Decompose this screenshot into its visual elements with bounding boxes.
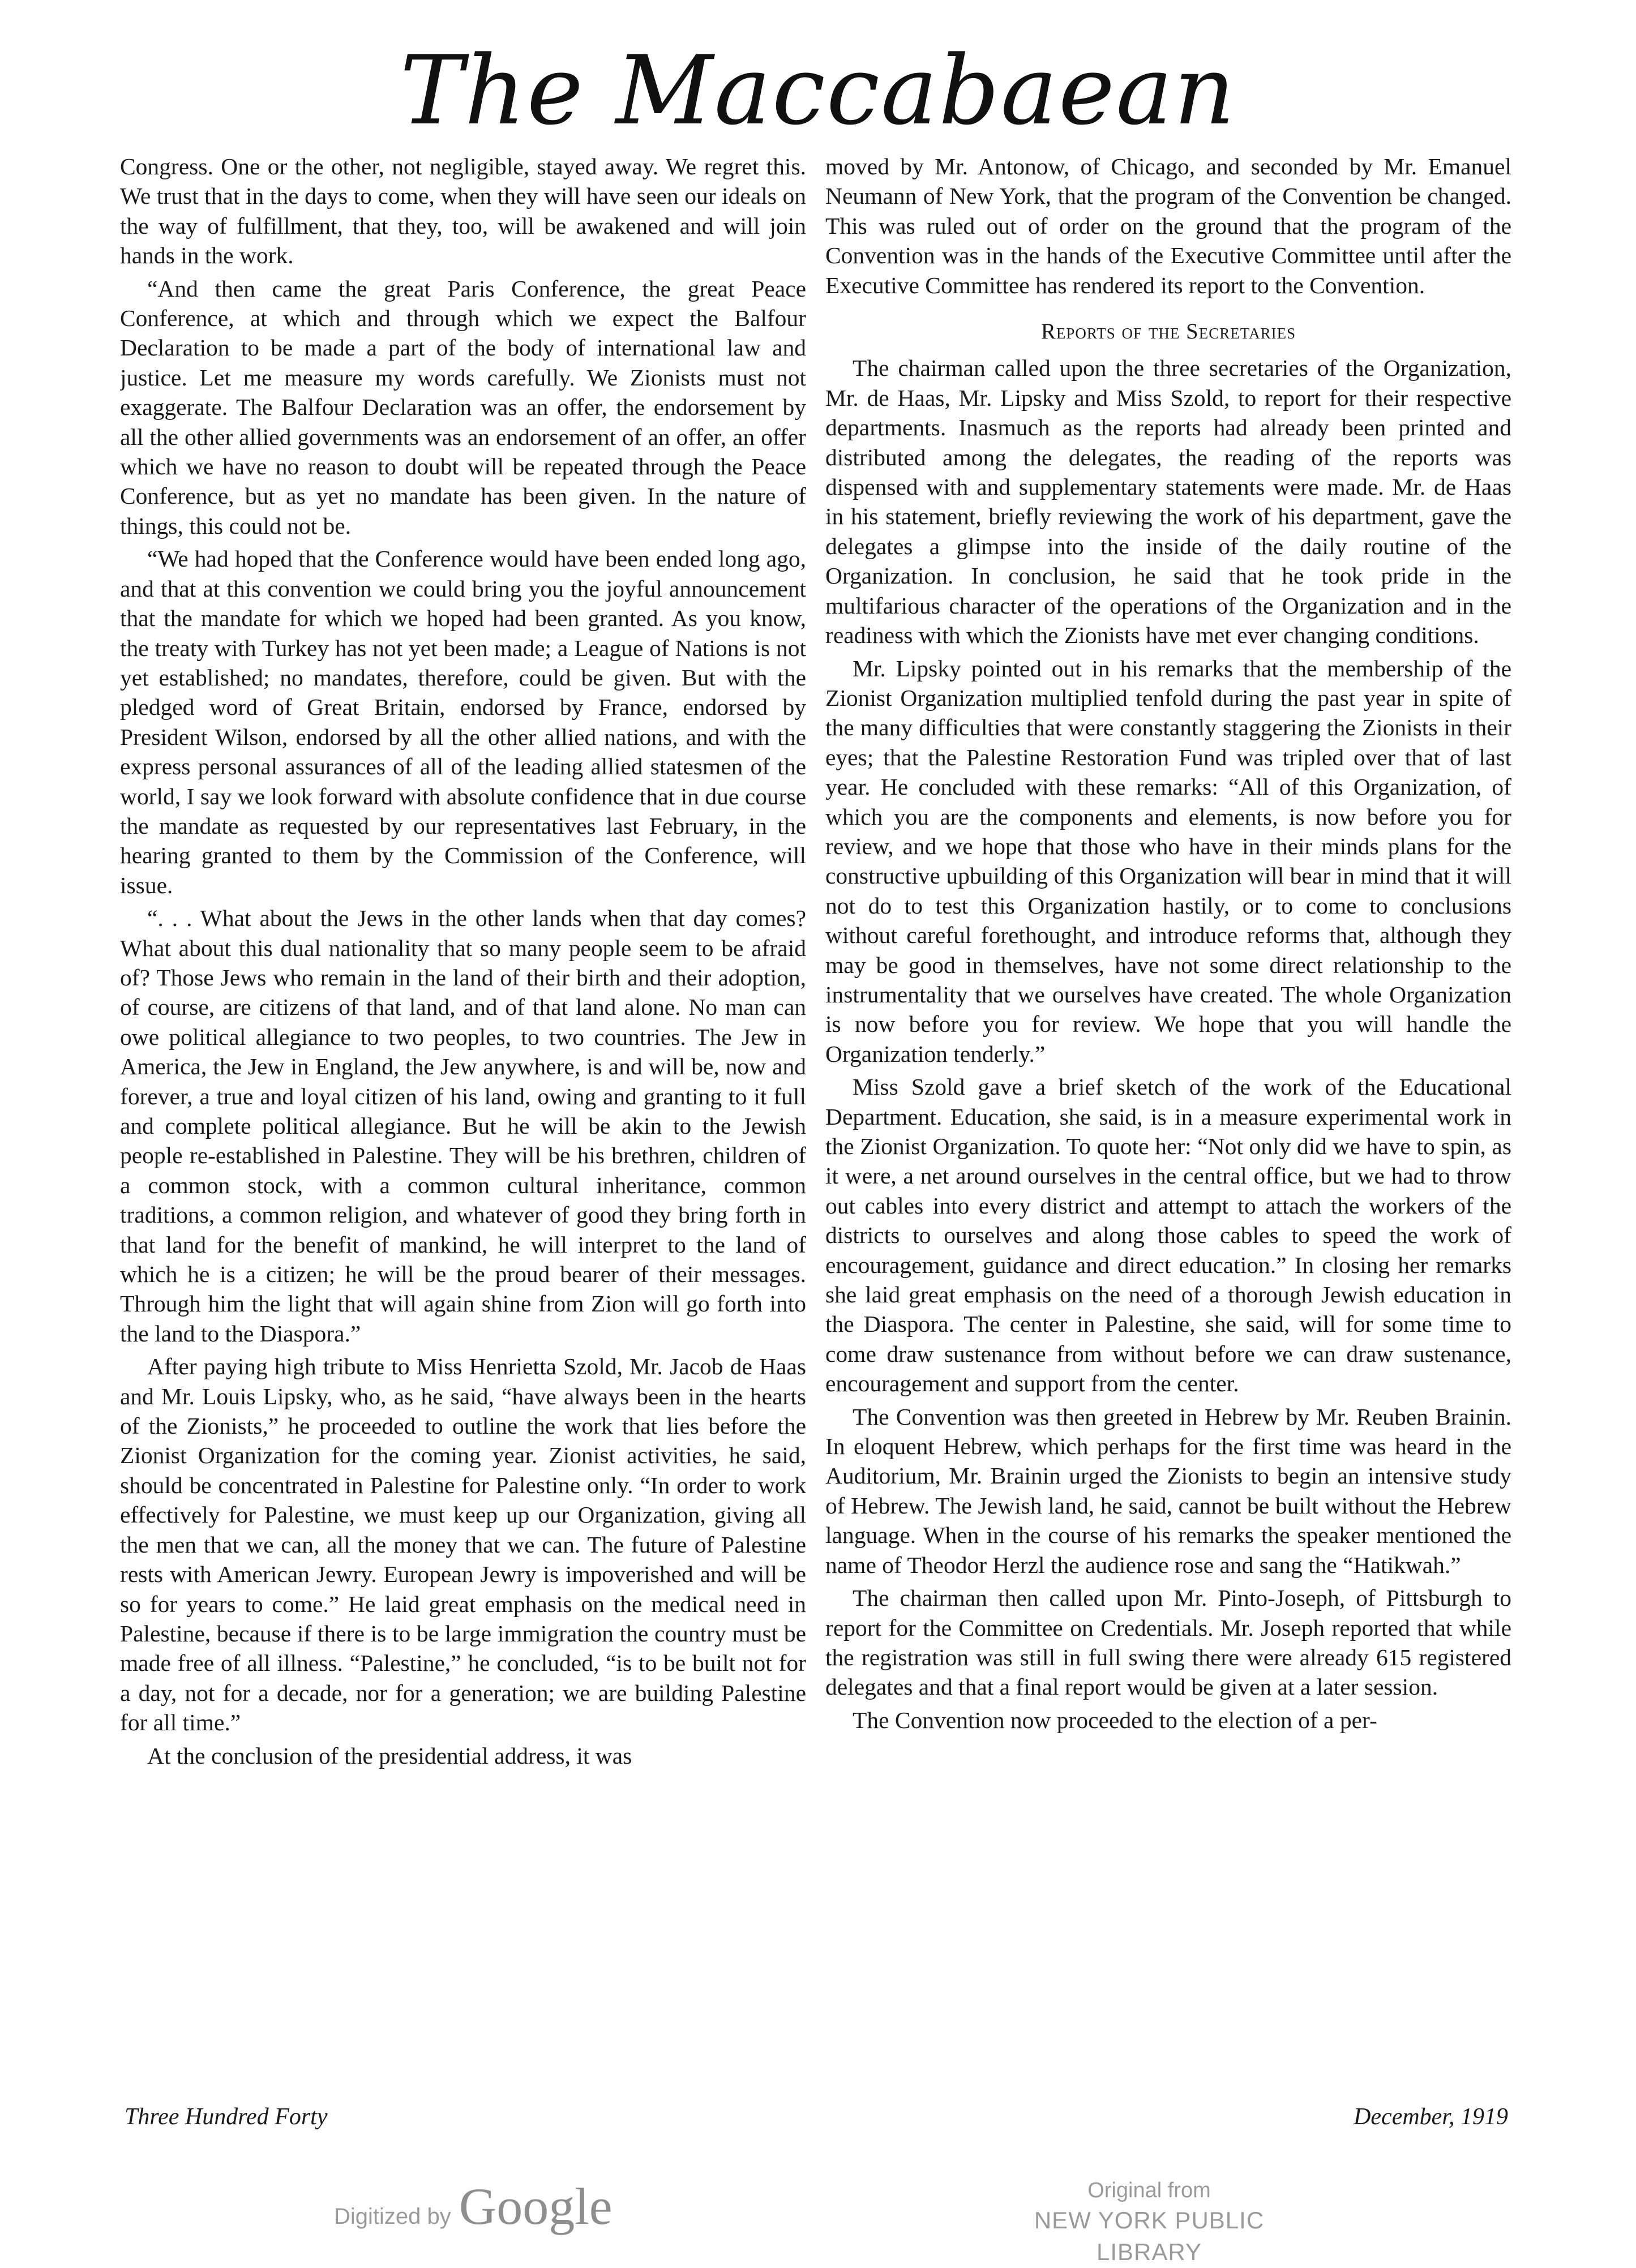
section-heading: Reports of the Secretaries [1040, 319, 1296, 344]
paragraph: At the conclusion of the presidential address, it was [147, 1742, 632, 1769]
paragraph: The chairman called upon the three secretaries of the Organization, Mr. de Haas, Mr. Lipsky and Miss Szold, to report for their respective departments. Inasmuch as the reports had already been printed and distributed among the delegates, the reading of the reports was dispensed with and supplementary statements were made. Mr. de Haas in his statement, briefly reviewing the work of his department, gave the delegates a glimpse into the inside of the daily routine of the Organization. In conclusion, he said that he took pride in the multifarious character of the operations of the Organization and in the readiness with which the Zionists have met ever changing conditions. [825, 355, 1511, 649]
paragraph: The chairman then called upon Mr. Pinto-Joseph, of Pittsburgh to report for the Committee on Credentials. Mr. Joseph reported that while the registration was still in full swing there were already 615 registered delegates and that a final report would be given at a later session. [825, 1585, 1511, 1700]
issue-date: December, 1919 [1354, 2104, 1508, 2130]
source-line-2: NEW YORK PUBLIC LIBRARY [1034, 2207, 1265, 2265]
google-logo: Google [459, 2177, 613, 2235]
page-number-label: Three Hundred Forty [125, 2104, 328, 2130]
paragraph: moved by Mr. Antonow, of Chicago, and seconded by Mr. Emanuel Neumann of New York, that the program of the Convention be changed. This was ruled out of order on the ground that the program of the Convention was in the hands of the Executive Committee until after the Executive Committee has rendered its report to the Convention. [825, 153, 1511, 298]
masthead-title: The Maccabaean [400, 35, 1236, 146]
paragraph: “. . . What about the Jews in the other lands when that day comes? What about this dual nationality that so many people seem to be afraid of? Those Jews who remain in the land of their birth and their adoption, of course, are citizens of that land, and of that land alone. No man can owe political allegiance to two peoples, to two countries. The Jew in America, the Jew in England, the Jew anywhere, is and will be, now and forever, a true and loyal citizen of his land, owing and granting to it full and complete political allegiance. But he will be akin to the Jewish people re-established in Palestine. They will be his brethren, children of a common stock, with a common cultural inheritance, common traditions, a common religion, and whatever of good they bring forth in that land for the benefit of mankind, he will interpret to the land of which he is a citizen; he will be the proud bearer of their messages. Through him the light that will again shine from Zion will go forth into the land to the Diaspora.” [120, 905, 806, 1347]
right-column [825, 152, 1511, 2093]
paragraph: Mr. Lipsky pointed out in his remarks that the membership of the Zionist Organization multiplied tenfold during the past year in spite of the many difficulties that were constantly staggering the Zionists in their eyes; that the Palestine Restoration Fund was tripled over that of last year. He concluded with these remarks: “All of this Organization, of which you are the components and elements, is now before you for review, and we hope that those who have in their minds plans for the constructive upbuilding of this Organization will bear in mind that it will not do to test this Organization hastily, or to come to conclusions without careful forethought, and introduce reforms that, although they may be good in themselves, have not some direct relationship to the instrumentality that we ourselves have created. The whole Organization is now before you for review. We hope that you will handle the Organization tenderly.” [825, 655, 1511, 1067]
paragraph: Miss Szold gave a brief sketch of the work of the Educational Department. Education, she said, is in a measure experimental work in the Zionist Organization. To quote her: “Not only did we have to spin, as it were, a net around ourselves in the central office, but we had to throw out cables into every district and attempt to attach the workers of the districts to ourselves and along those cables to speed the work of encouragement, guidance and direct education.” In closing her remarks she laid great emphasis on the need of a thorough Jewish education in the Diaspora. The center in Palestine, she said, will for some time to come draw sustenance from without before we can draw sustenance, encouragement and support from the center. [825, 1074, 1511, 1397]
digitized-by-watermark [334, 2176, 613, 2239]
paragraph: “And then came the great Paris Conference, the great Peace Conference, at which and through which we expect the Balfour Declaration to be made a part of the body of international law and justice. Let me measure my words carefully. We Zionists must not exaggerate. The Balfour Declaration was an offer, the endorsement by all the other allied governments was an endorsement of an offer, an offer which we have no reason to doubt will be repeated through the Peace Conference, but as yet no mandate has been given. In the nature of things, this could not be. [120, 275, 806, 539]
source-library-watermark [979, 2176, 1319, 2268]
digitized-label: Digitized by [334, 2204, 451, 2229]
paragraph: The Convention now proceeded to the election of a per- [853, 1707, 1377, 1733]
left-column [120, 152, 806, 2093]
paragraph: The Convention was then greeted in Hebrew by Mr. Reuben Brainin. In eloquent Hebrew, which perhaps for the first time was heard in the Auditorium, Mr. Brainin urged the Zionists to begin an intensive study of Hebrew. The Jewish land, he said, cannot be built without the Hebrew language. When in the course of his remarks the speaker mentioned the name of Theodor Herzl the audience rose and sang the “Hatikwah.” [825, 1403, 1511, 1578]
paragraph: Congress. One or the other, not negligible, stayed away. We regret this. We trust that in the days to come, when they will have seen our ideals on the way of fulfillment, that they, too, will be awakened and will join hands in the work. [120, 153, 806, 269]
paragraph: “We had hoped that the Conference would have been ended long ago, and that at this convention we could bring you the joyful announcement that the mandate for which we hoped had been granted. As you know, the treaty with Turkey has not yet been made; a League of Nations is not yet established; no mandates, therefore, could be given. But with the pledged word of Great Britain, endorsed by France, endorsed by President Wilson, endorsed by all the other allied nations, and with the express personal assurances of all of the leading allied statesmen of the world, I say we look forward with absolute confidence that in due course the mandate as requested by our representatives last February, in the hearing granted to them by the Commission of the Conference, will issue. [120, 546, 806, 898]
source-line-1: Original from [1087, 2179, 1211, 2202]
paragraph: After paying high tribute to Miss Henrietta Szold, Mr. Jacob de Haas and Mr. Louis Lipsky, who, as he said, “have always been in the hearts of the Zionists,” he proceeded to outline the work that lies before the Zionist Organization for the coming year. Zionist activities, he said, should be concentrated in Palestine for Palestine only. “In order to work effectively for Palestine, we must keep up our Organization, giving all the men that we can, all the money that we can. The future of Palestine rests with American Jewry. European Jewry is impoverished and will be so for years to come.” He laid great emphasis on the medical need in Palestine, because if there is to be large immigration the country must be made free of all illness. “Palestine,” he concluded, “is to be built not for a day, not for a decade, nor for a generation; we are building Palestine for all time.” [120, 1353, 806, 1736]
